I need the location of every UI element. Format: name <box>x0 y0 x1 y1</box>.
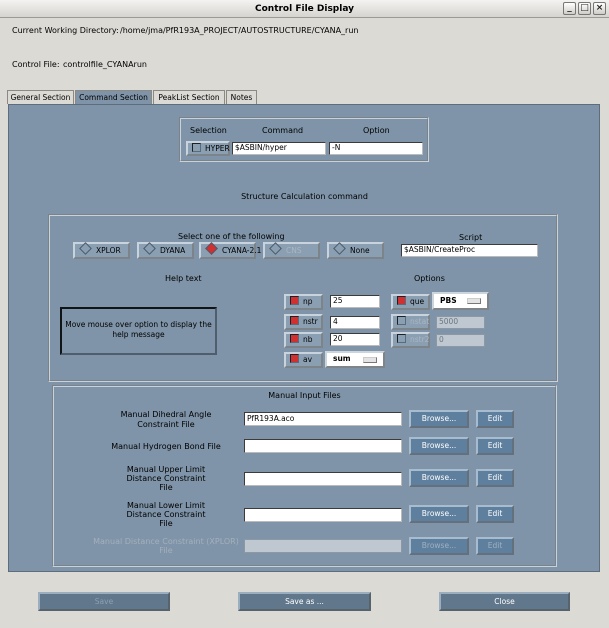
manual-xplor-input <box>244 539 402 553</box>
program-label: CNS <box>286 246 302 255</box>
help-text-label: Help text <box>165 274 202 283</box>
manual-dihedral-label: Manual Dihedral Angle Constraint File <box>120 410 212 429</box>
script-label: Script <box>459 233 483 242</box>
program-dyana-radio[interactable] <box>137 242 194 259</box>
option-label: nstat <box>410 317 430 326</box>
option-nb-toggle[interactable] <box>284 332 323 348</box>
radio-indicator-icon <box>143 242 156 255</box>
hyper-toggle[interactable] <box>186 141 230 156</box>
option-indicator-icon <box>290 316 299 325</box>
manual-hbond-edit-button[interactable]: Edit <box>476 437 514 455</box>
manual-lower-input[interactable] <box>244 508 402 522</box>
manual-dihedral-input[interactable]: PfR193A.aco <box>244 412 402 426</box>
tab-command-section[interactable]: Command Section <box>75 90 152 105</box>
option-label: nstr2 <box>410 335 430 344</box>
manual-xplor-label: Manual Distance Constraint (XPLOR) File <box>93 537 239 555</box>
option-nstat-input: 5000 <box>436 316 485 329</box>
close-icon[interactable]: × <box>593 2 606 15</box>
radio-indicator-icon <box>333 242 346 255</box>
option-label: nstr <box>303 317 318 326</box>
program-label: DYANA <box>160 246 186 255</box>
structure-calculation-heading: Structure Calculation command <box>241 192 368 201</box>
save-button: Save <box>38 592 170 611</box>
option-indicator-icon <box>290 296 299 305</box>
menu-indicator-icon <box>467 298 481 304</box>
manual-dihedral-edit-button[interactable]: Edit <box>476 410 514 428</box>
option-nstr2-toggle <box>391 332 430 348</box>
option-label: que <box>410 297 425 306</box>
maximize-icon[interactable]: □ <box>578 2 591 15</box>
option-av-menu-value: sum <box>333 354 351 363</box>
option-indicator-icon <box>290 354 299 363</box>
manual-xplor-edit-button: Edit <box>476 537 514 555</box>
manual-upper-browse-button[interactable]: Browse... <box>409 469 469 487</box>
option-np-input[interactable]: 25 <box>330 295 380 308</box>
option-indicator-icon <box>397 316 406 325</box>
option-label: nb <box>303 335 313 344</box>
manual-lower-edit-button[interactable]: Edit <box>476 505 514 523</box>
save-as-button[interactable]: Save as ... <box>238 592 371 611</box>
option-col-header: Option <box>363 126 390 135</box>
option-av-menu[interactable] <box>325 351 385 368</box>
manual-hbond-browse-button[interactable]: Browse... <box>409 437 469 455</box>
option-que-menu-value: PBS <box>440 296 457 305</box>
program-label: None <box>350 246 370 255</box>
selection-col-header: Selection <box>190 126 227 135</box>
program-none-radio[interactable] <box>327 242 384 259</box>
manual-upper-label: Manual Upper Limit Distance Constraint File <box>126 465 206 492</box>
options-label: Options <box>414 274 445 283</box>
tab-notes[interactable]: Notes <box>226 90 257 104</box>
minimize-icon[interactable]: _ <box>563 2 576 15</box>
radio-indicator-icon <box>79 242 92 255</box>
cwd-label: Current Working Directory: <box>12 26 119 35</box>
tab-general-section[interactable]: General Section <box>7 90 74 104</box>
option-indicator-icon <box>290 334 299 343</box>
option-nstat-toggle <box>391 314 430 330</box>
close-button[interactable]: Close <box>439 592 570 611</box>
hyper-toggle-label: HYPER <box>205 144 230 153</box>
manual-dihedral-browse-button[interactable]: Browse... <box>409 410 469 428</box>
option-label: np <box>303 297 313 306</box>
tab-peaklist-section[interactable]: PeakList Section <box>153 90 225 104</box>
help-message: Move mouse over option to display the help message <box>65 320 212 339</box>
radio-indicator-icon <box>269 242 282 255</box>
manual-hbond-label: Manual Hydrogen Bond File <box>111 442 221 451</box>
option-np-toggle[interactable] <box>284 294 323 310</box>
program-xplor-radio[interactable] <box>73 242 130 259</box>
help-message-box <box>60 307 217 355</box>
cwd-value: /home/jma/PfR193A_PROJECT/AUTOSTRUCTURE/CYANA_run <box>120 26 359 35</box>
manual-upper-edit-button[interactable]: Edit <box>476 469 514 487</box>
program-cyana-radio[interactable] <box>199 242 262 259</box>
program-label: CYANA-2.1 <box>222 246 262 255</box>
option-que-toggle[interactable] <box>391 294 430 310</box>
option-indicator-icon <box>397 334 406 343</box>
option-nstr-input[interactable]: 4 <box>330 316 380 329</box>
option-nstr-toggle[interactable] <box>284 314 323 330</box>
option-av-toggle[interactable] <box>284 352 323 368</box>
program-label: XPLOR <box>96 246 121 255</box>
select-heading: Select one of the following <box>178 232 285 241</box>
manual-hbond-input[interactable] <box>244 439 402 453</box>
option-indicator-icon <box>397 296 406 305</box>
option-que-menu[interactable] <box>432 292 489 310</box>
manual-upper-input[interactable] <box>244 472 402 486</box>
manual-lower-label: Manual Lower Limit Distance Constraint File <box>126 501 206 528</box>
manual-lower-browse-button[interactable]: Browse... <box>409 505 469 523</box>
control-file-value: controlfile_CYANArun <box>63 60 147 69</box>
script-input[interactable]: $ASBIN/CreateProc <box>401 244 538 257</box>
option-label: av <box>303 355 313 364</box>
window-title: Control File Display <box>255 4 354 14</box>
menu-indicator-icon <box>363 357 377 363</box>
manual-input-heading: Manual Input Files <box>268 391 341 400</box>
option-nstr2-input: 0 <box>436 334 485 347</box>
manual-xplor-browse-button: Browse... <box>409 537 469 555</box>
hyper-option-input[interactable]: -N <box>329 142 423 155</box>
program-cns-radio <box>263 242 320 259</box>
hyper-command-input[interactable]: $ASBIN/hyper <box>232 142 326 155</box>
control-file-label: Control File: <box>12 60 60 69</box>
hyper-indicator-icon <box>192 143 201 152</box>
command-col-header: Command <box>262 126 304 135</box>
radio-selected-icon <box>205 242 218 255</box>
option-nb-input[interactable]: 20 <box>330 333 380 346</box>
